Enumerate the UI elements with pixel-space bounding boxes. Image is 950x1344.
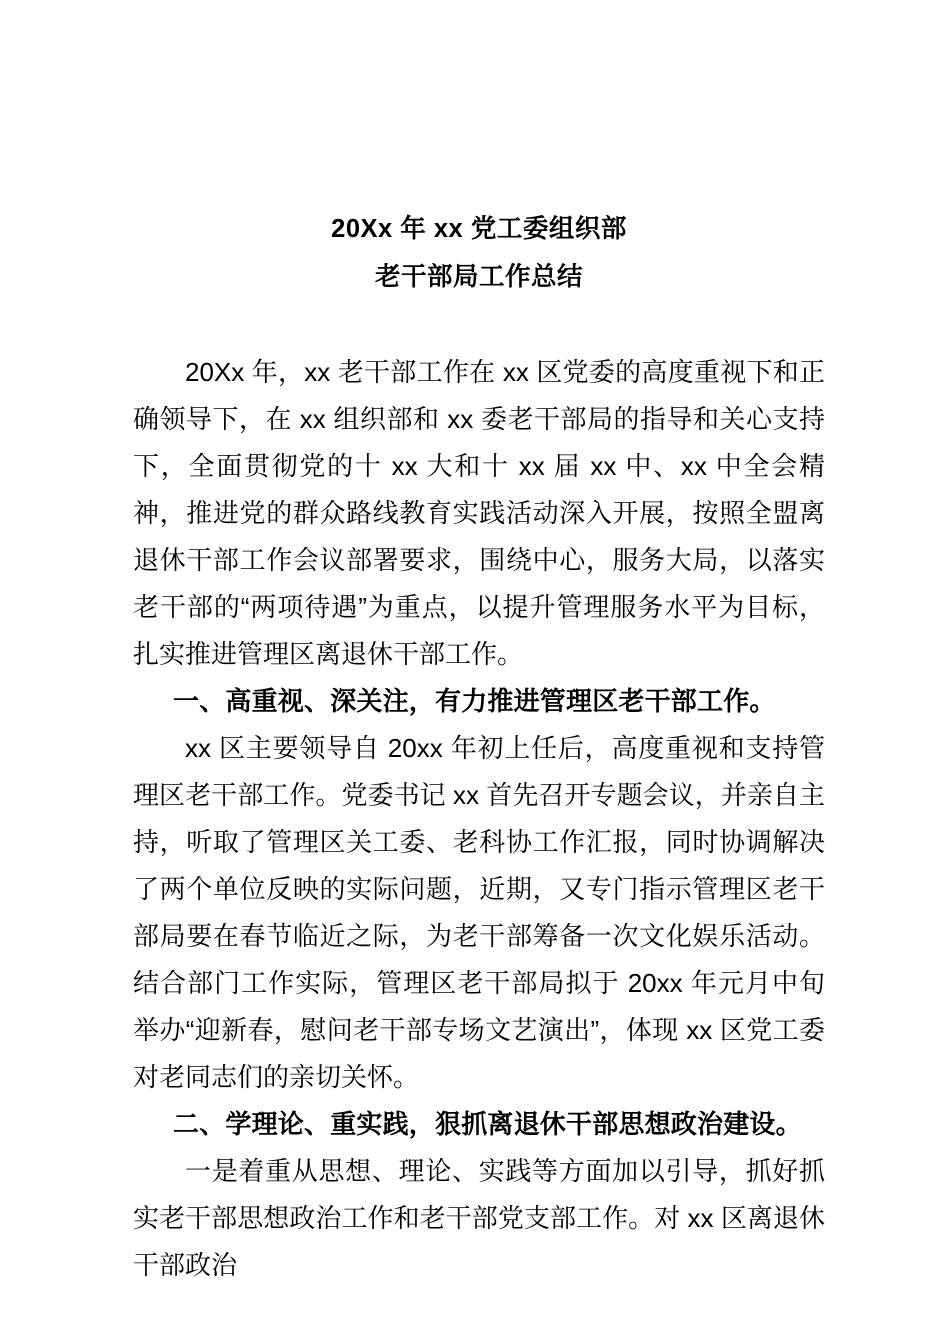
- body-paragraph-1: 20Xx 年，xx 老干部工作在 xx 区党委的高度重视下和正确领导下，在 xx 组织部和 xx 委老干部局的指导和关心支持下，全面贯彻党的十 xx 大和十 xx 届 xx 中、xx 中全会精神，推进党的群众路线教育实践活动深入开展，按照全盟离退休干部工作会议部署要求，围绕中心，服务大局，以落实老干部的“两项待遇”为重点，以提升管理服务水平为目标，扎实推进管理区离退休干部工作。: [133, 357, 825, 669]
- section-heading-2: 二、学理论、重实践，狠抓离退休干部思想政治建设。: [173, 1109, 802, 1139]
- document-title-line-2: 老干部局工作总结: [374, 263, 583, 291]
- section-heading-1: 一、高重视、深关注，有力推进管理区老干部工作。: [173, 686, 776, 716]
- document-content: [133, 0, 825, 1289]
- document-title-line-1: 20Xx 年 xx 党工委组织部: [331, 215, 627, 243]
- body-paragraph-3: 一是着重从思想、理论、实践等方面加以引导，抓好抓实老干部思想政治工作和老干部党支部工作。对 xx 区离退休干部政治: [133, 1156, 825, 1280]
- document-title: [133, 0, 825, 301]
- title-spacer: [133, 301, 825, 349]
- body-paragraph-2: xx 区主要领导自 20xx 年初上任后，高度重视和支持管理区老干部工作。党委书记 xx 首先召开专题会议，并亲自主持，听取了管理区关工委、老科协工作汇报，同时协调解决了两个单位反映的实际问题，近期，又专门指示管理区老干部局要在春节临近之际，为老干部筹备一次文化娱乐活动。结合部门工作实际，管理区老干部局拟于 20xx 年元月中旬举办“迎新春，慰问老干部专场文艺演出”，体现 xx 区党工委对老同志们的亲切关怀。: [133, 733, 825, 1092]
